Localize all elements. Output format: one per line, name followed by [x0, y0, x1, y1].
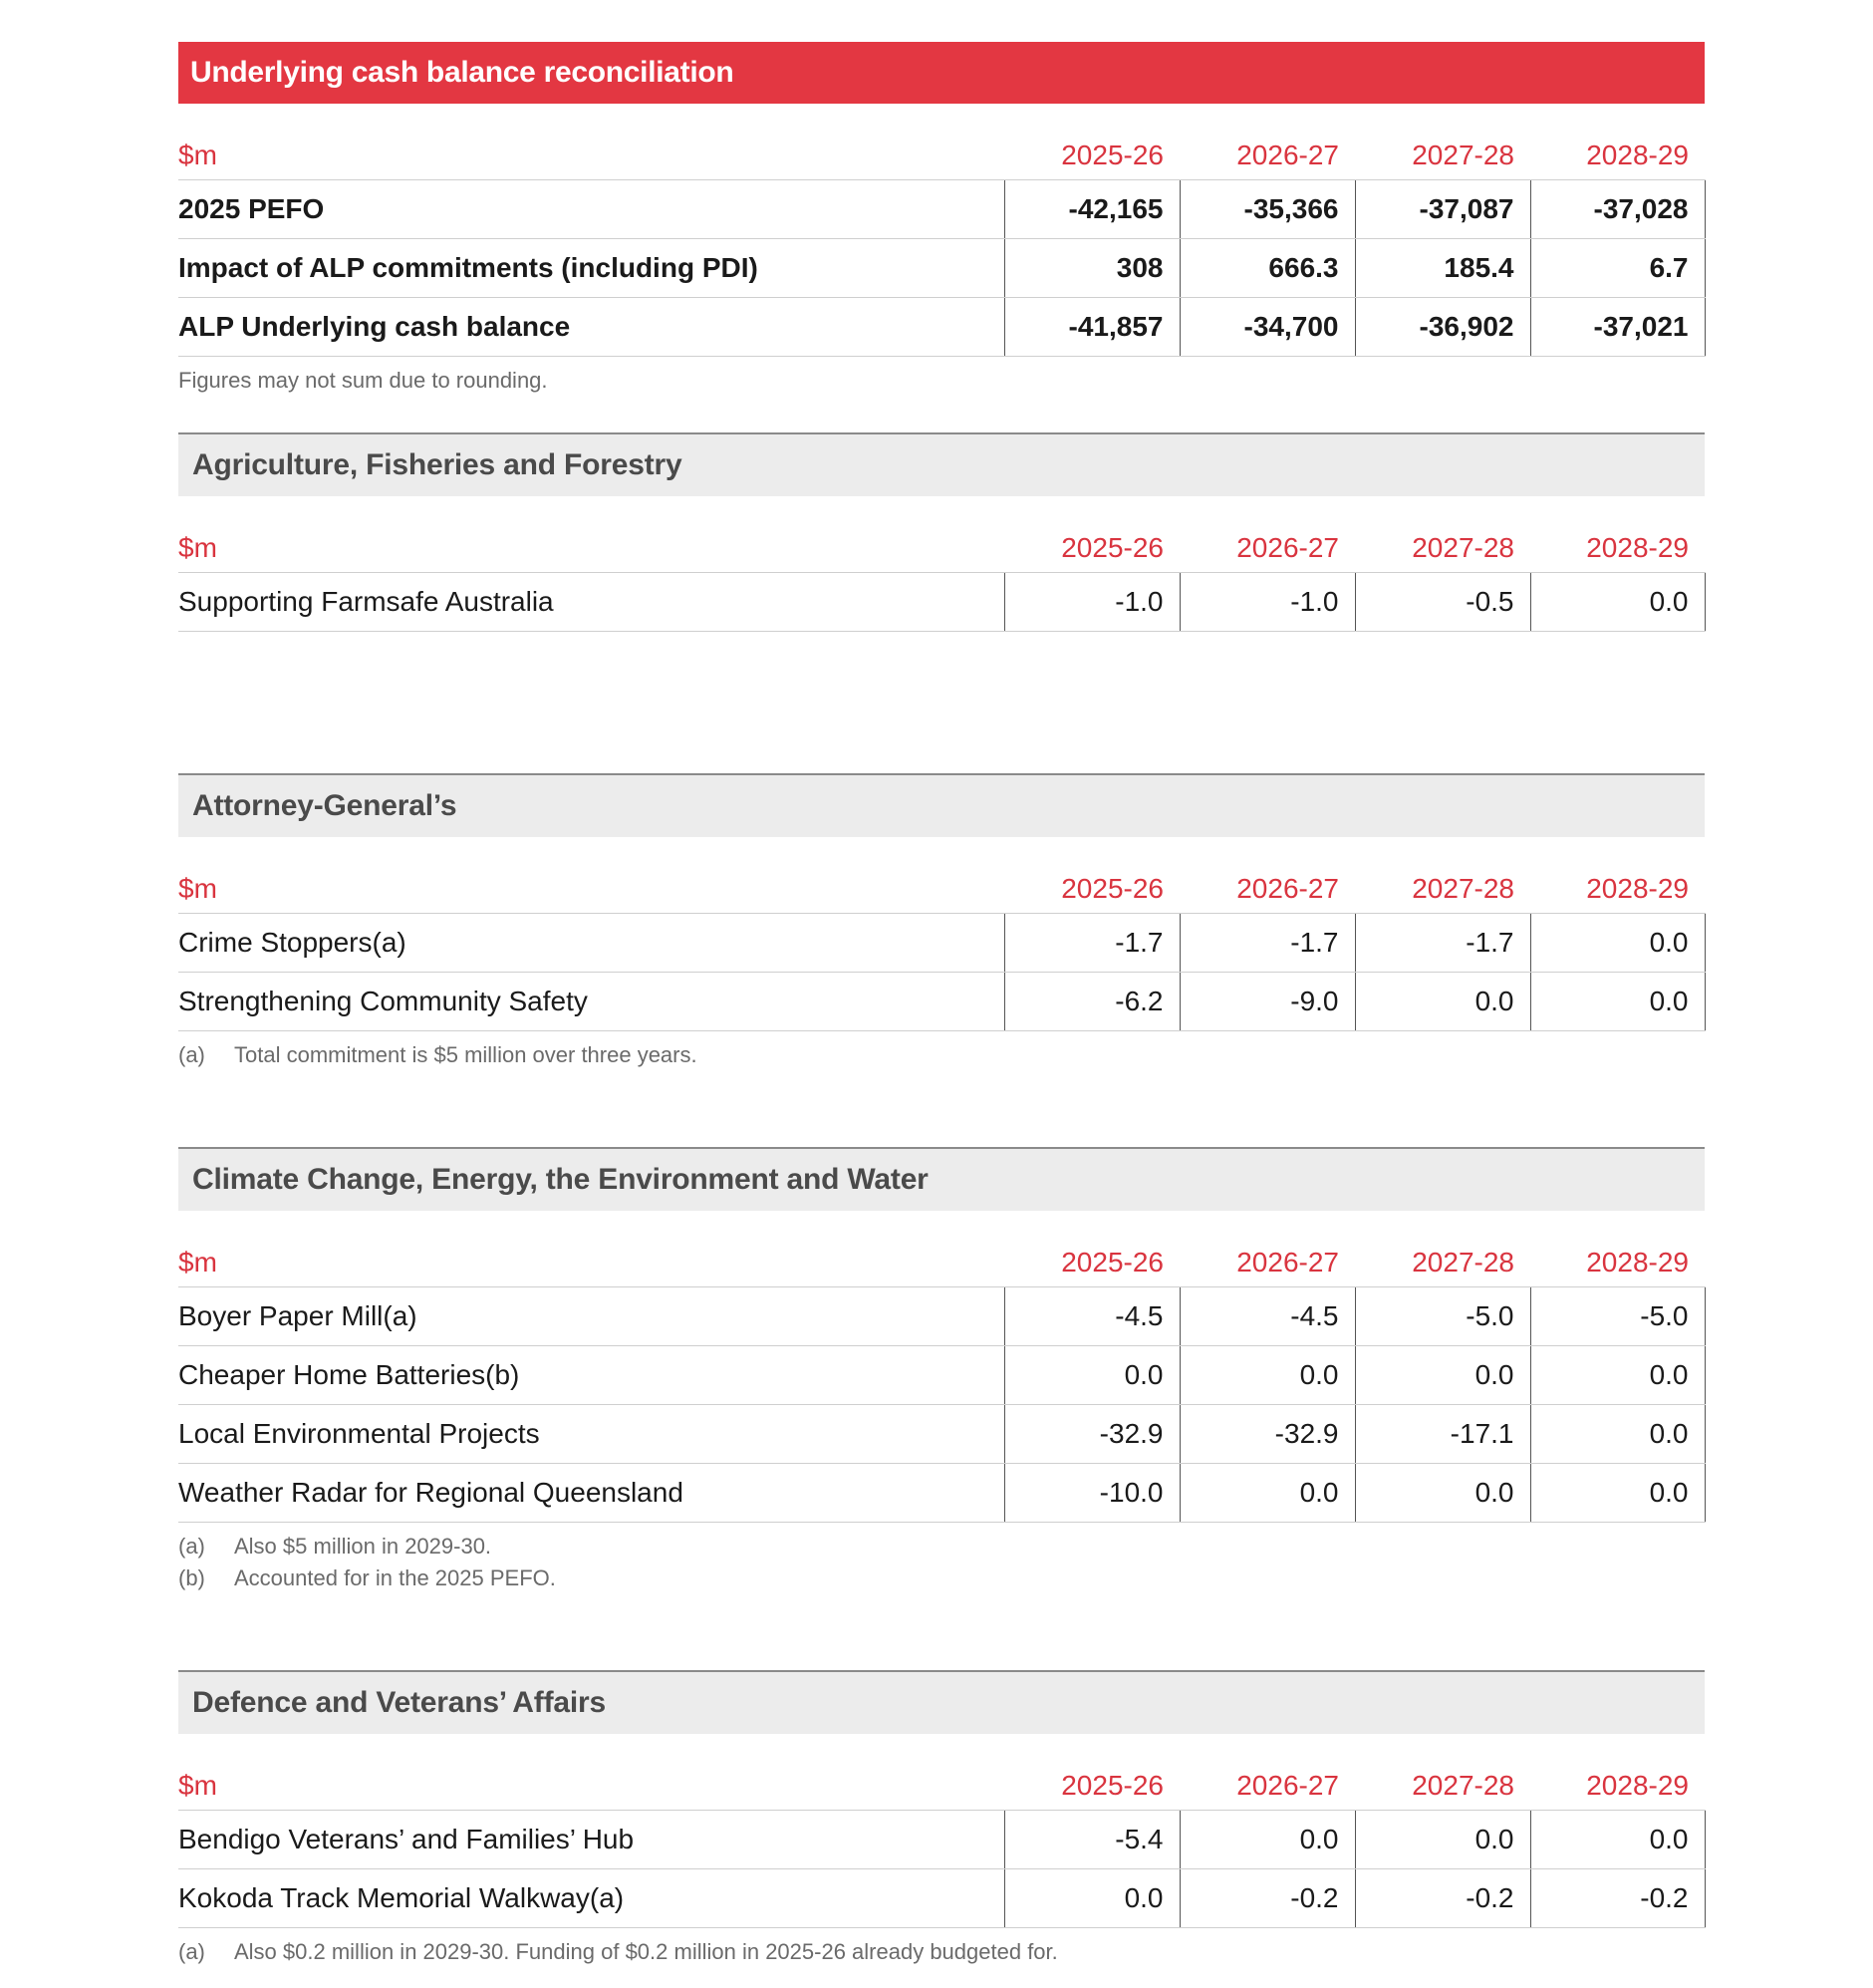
unit-header: $m [178, 496, 1004, 573]
row-label: Boyer Paper Mill(a) [178, 1287, 1004, 1346]
table-header-row [178, 1734, 1705, 1811]
row-value: 0.0 [1530, 1405, 1705, 1464]
row-value: 0.0 [1355, 1346, 1530, 1405]
row-value: 0.0 [1530, 1811, 1705, 1869]
row-value: 0.0 [1530, 914, 1705, 973]
row-value: 0.0 [1355, 1464, 1530, 1523]
table-header-row [178, 104, 1705, 180]
table-row [178, 973, 1705, 1031]
row-value: -10.0 [1004, 1464, 1180, 1523]
table-header-row [178, 496, 1705, 573]
row-label: Kokoda Track Memorial Walkway(a) [178, 1869, 1004, 1928]
row-label: Bendigo Veterans’ and Families’ Hub [178, 1811, 1004, 1869]
row-value: -0.2 [1355, 1869, 1530, 1928]
year-header: 2028-29 [1530, 1734, 1705, 1811]
defence-section [178, 1670, 1705, 1968]
section-title: Defence and Veterans’ Affairs [178, 1670, 1705, 1734]
row-value: 308 [1004, 239, 1180, 298]
agriculture-table [178, 496, 1706, 632]
table-header-row [178, 837, 1705, 914]
row-label: Local Environmental Projects [178, 1405, 1004, 1464]
section-title: Attorney-General’s [178, 773, 1705, 837]
unit-header: $m [178, 104, 1004, 180]
row-label: ALP Underlying cash balance [178, 298, 1004, 357]
table-row [178, 180, 1705, 239]
reconciliation-table [178, 104, 1706, 357]
row-value: 0.0 [1180, 1464, 1355, 1523]
year-header: 2026-27 [1180, 496, 1355, 573]
row-value: -34,700 [1180, 298, 1355, 357]
row-value: -1.0 [1180, 573, 1355, 632]
reconciliation-section [178, 42, 1705, 397]
table-row [178, 573, 1705, 632]
year-header: 2025-26 [1004, 837, 1180, 914]
climate-section [178, 1147, 1705, 1594]
row-label: Supporting Farmsafe Australia [178, 573, 1004, 632]
defence-table [178, 1734, 1706, 1928]
row-value: 0.0 [1530, 973, 1705, 1031]
row-value: -5.0 [1530, 1287, 1705, 1346]
footnote-line [178, 1936, 1705, 1968]
year-header: 2027-28 [1355, 1211, 1530, 1287]
row-value: -9.0 [1180, 973, 1355, 1031]
row-value: -4.5 [1004, 1287, 1180, 1346]
table-footnote [178, 1531, 1705, 1594]
year-header: 2025-26 [1004, 496, 1180, 573]
table-row [178, 1869, 1705, 1928]
attorney-table [178, 837, 1706, 1031]
row-value: 0.0 [1530, 573, 1705, 632]
row-label: 2025 PEFO [178, 180, 1004, 239]
row-value: -41,857 [1004, 298, 1180, 357]
row-label: Strengthening Community Safety [178, 973, 1004, 1031]
attorney-section [178, 773, 1705, 1071]
section-title: Underlying cash balance reconciliation [178, 42, 1705, 104]
row-value: 0.0 [1355, 1811, 1530, 1869]
footnote-text: Figures may not sum due to rounding. [178, 368, 548, 393]
agriculture-section [178, 432, 1705, 632]
row-value: -17.1 [1355, 1405, 1530, 1464]
unit-header: $m [178, 1734, 1004, 1811]
footnote-text: Accounted for in the 2025 PEFO. [234, 1565, 556, 1590]
row-value: -35,366 [1180, 180, 1355, 239]
row-value: 185.4 [1355, 239, 1530, 298]
row-value: -0.5 [1355, 573, 1530, 632]
row-value: -0.2 [1180, 1869, 1355, 1928]
section-title: Climate Change, Energy, the Environment and Water [178, 1147, 1705, 1211]
row-label: Cheaper Home Batteries(b) [178, 1346, 1004, 1405]
year-header: 2026-27 [1180, 1211, 1355, 1287]
footnote-text: Also $5 million in 2029-30. [234, 1534, 492, 1559]
section-title: Agriculture, Fisheries and Forestry [178, 432, 1705, 496]
year-header: 2028-29 [1530, 104, 1705, 180]
row-value: 0.0 [1004, 1869, 1180, 1928]
row-value: -37,087 [1355, 180, 1530, 239]
year-header: 2027-28 [1355, 496, 1530, 573]
year-header: 2028-29 [1530, 1211, 1705, 1287]
climate-table [178, 1211, 1706, 1523]
footnote-marker: (a) [178, 1939, 205, 1964]
table-row [178, 1464, 1705, 1523]
table-footnote [178, 1936, 1705, 1968]
row-value: -1.7 [1004, 914, 1180, 973]
row-label: Crime Stoppers(a) [178, 914, 1004, 973]
row-value: 0.0 [1004, 1346, 1180, 1405]
year-header: 2026-27 [1180, 837, 1355, 914]
row-label: Weather Radar for Regional Queensland [178, 1464, 1004, 1523]
year-header: 2025-26 [1004, 104, 1180, 180]
year-header: 2026-27 [1180, 104, 1355, 180]
row-value: -1.7 [1180, 914, 1355, 973]
year-header: 2028-29 [1530, 837, 1705, 914]
table-row [178, 1811, 1705, 1869]
table-row [178, 914, 1705, 973]
row-value: -1.0 [1004, 573, 1180, 632]
table-header-row [178, 1211, 1705, 1287]
row-label: Impact of ALP commitments (including PDI) [178, 239, 1004, 298]
footnote-text: Total commitment is $5 million over three years. [234, 1042, 697, 1067]
footnote-line [178, 1039, 1705, 1071]
row-value: -42,165 [1004, 180, 1180, 239]
row-value: -37,021 [1530, 298, 1705, 357]
year-header: 2027-28 [1355, 104, 1530, 180]
row-value: -37,028 [1530, 180, 1705, 239]
row-value: -36,902 [1355, 298, 1530, 357]
row-value: -1.7 [1355, 914, 1530, 973]
year-header: 2025-26 [1004, 1211, 1180, 1287]
footnote-text: Also $0.2 million in 2029-30. Funding of $0.2 million in 2025-26 already budgeted for. [234, 1939, 1058, 1964]
year-header: 2027-28 [1355, 837, 1530, 914]
table-row [178, 1287, 1705, 1346]
table-row [178, 298, 1705, 357]
year-header: 2027-28 [1355, 1734, 1530, 1811]
footnote-line [178, 1562, 1705, 1594]
table-row [178, 1346, 1705, 1405]
year-header: 2026-27 [1180, 1734, 1355, 1811]
table-row [178, 239, 1705, 298]
year-header: 2028-29 [1530, 496, 1705, 573]
unit-header: $m [178, 837, 1004, 914]
row-value: 0.0 [1180, 1811, 1355, 1869]
row-value: 0.0 [1355, 973, 1530, 1031]
row-value: -0.2 [1530, 1869, 1705, 1928]
row-value: -6.2 [1004, 973, 1180, 1031]
table-row [178, 1405, 1705, 1464]
unit-header: $m [178, 1211, 1004, 1287]
footnote-marker: (a) [178, 1534, 205, 1559]
row-value: 666.3 [1180, 239, 1355, 298]
year-header: 2025-26 [1004, 1734, 1180, 1811]
row-value: -4.5 [1180, 1287, 1355, 1346]
row-value: -32.9 [1004, 1405, 1180, 1464]
footnote-marker: (b) [178, 1565, 205, 1590]
table-footnote [178, 365, 1705, 397]
row-value: 0.0 [1530, 1346, 1705, 1405]
row-value: -5.0 [1355, 1287, 1530, 1346]
table-footnote [178, 1039, 1705, 1071]
row-value: -5.4 [1004, 1811, 1180, 1869]
row-value: 6.7 [1530, 239, 1705, 298]
row-value: 0.0 [1180, 1346, 1355, 1405]
row-value: -32.9 [1180, 1405, 1355, 1464]
footnote-line [178, 1531, 1705, 1562]
row-value: 0.0 [1530, 1464, 1705, 1523]
footnote-marker: (a) [178, 1042, 205, 1067]
